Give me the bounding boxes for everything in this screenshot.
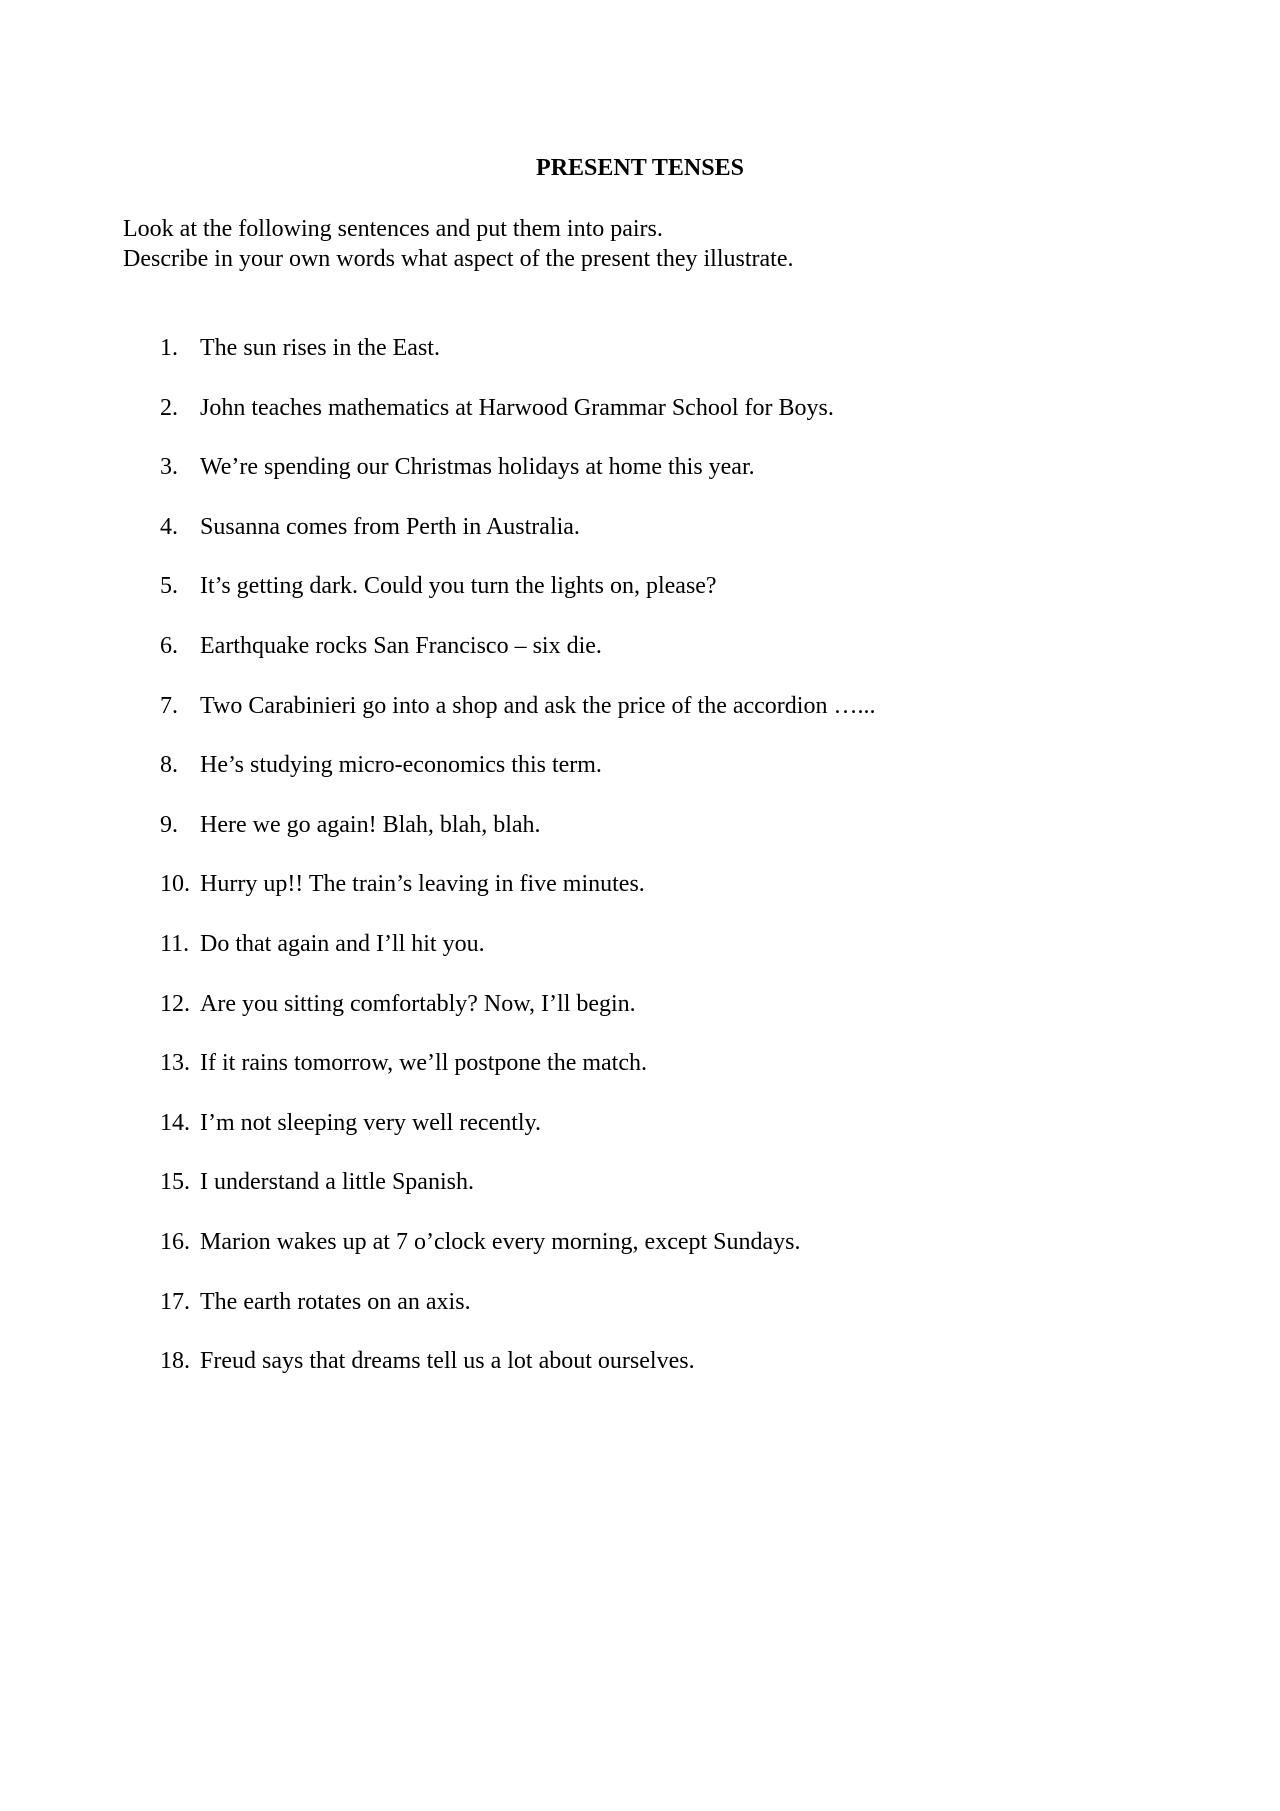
list-item	[160, 1287, 875, 1317]
list-item	[160, 452, 875, 482]
item-text: Here we go again! Blah, blah, blah.	[200, 811, 541, 838]
item-text: Are you sitting comfortably? Now, I’ll begin.	[200, 990, 636, 1017]
item-text: I’m not sleeping very well recently.	[200, 1109, 541, 1136]
item-text: Hurry up!! The train’s leaving in five minutes.	[200, 871, 645, 898]
list-item	[160, 1167, 875, 1197]
list-item	[160, 810, 875, 840]
item-text: It’s getting dark. Could you turn the lights on, please?	[200, 573, 717, 600]
list-item	[160, 393, 875, 423]
page-title: PRESENT TENSES	[536, 155, 744, 181]
item-number: 12.	[160, 990, 190, 1017]
item-text: He’s studying micro-economics this term.	[200, 752, 602, 779]
instruction-line: Describe in your own words what aspect of the present they illustrate.	[123, 246, 794, 272]
item-text: If it rains tomorrow, we’ll postpone the match.	[200, 1050, 647, 1077]
item-number: 8.	[160, 752, 178, 779]
item-text: John teaches mathematics at Harwood Grammar School for Boys.	[200, 394, 834, 421]
item-text: Do that again and I’ll hit you.	[200, 930, 485, 957]
sentence-list	[160, 333, 875, 1406]
item-number: 2.	[160, 394, 178, 421]
item-text: We’re spending our Christmas holidays at home this year.	[200, 454, 755, 481]
item-number: 1.	[160, 335, 178, 361]
instructions	[123, 214, 793, 274]
item-number: 14.	[160, 1109, 190, 1136]
item-number: 18.	[160, 1348, 190, 1375]
list-item	[160, 1048, 875, 1078]
item-text: Susanna comes from Perth in Australia.	[200, 513, 580, 540]
item-number: 11.	[160, 930, 190, 957]
list-item	[160, 333, 875, 363]
list-item	[160, 750, 875, 780]
item-number: 7.	[160, 692, 178, 719]
instruction-line: Look at the following sentences and put them into pairs.	[123, 216, 663, 242]
item-text: I understand a little Spanish.	[200, 1169, 474, 1196]
item-number: 13.	[160, 1050, 190, 1077]
item-number: 4.	[160, 513, 178, 540]
list-item	[160, 512, 875, 542]
list-item	[160, 869, 875, 899]
list-item	[160, 1108, 875, 1138]
item-text: Two Carabinieri go into a shop and ask the price of the accordion …...	[200, 692, 876, 719]
item-text: The sun rises in the East.	[200, 335, 440, 361]
list-item	[160, 989, 875, 1019]
item-text: Freud says that dreams tell us a lot about ourselves.	[200, 1348, 695, 1375]
item-number: 6.	[160, 632, 178, 659]
item-number: 15.	[160, 1169, 190, 1196]
list-item	[160, 1346, 875, 1376]
list-item	[160, 1227, 875, 1257]
item-number: 16.	[160, 1228, 190, 1255]
item-text: The earth rotates on an axis.	[200, 1288, 471, 1315]
item-number: 3.	[160, 454, 178, 481]
item-text: Earthquake rocks San Francisco – six die.	[200, 632, 602, 659]
list-item	[160, 691, 875, 721]
item-text: Marion wakes up at 7 o’clock every morning, except Sundays.	[200, 1228, 801, 1255]
list-item	[160, 929, 875, 959]
item-number: 10.	[160, 871, 190, 898]
item-number: 17.	[160, 1288, 190, 1315]
list-item	[160, 631, 875, 661]
list-item	[160, 571, 875, 601]
item-number: 9.	[160, 811, 178, 838]
item-number: 5.	[160, 573, 178, 600]
